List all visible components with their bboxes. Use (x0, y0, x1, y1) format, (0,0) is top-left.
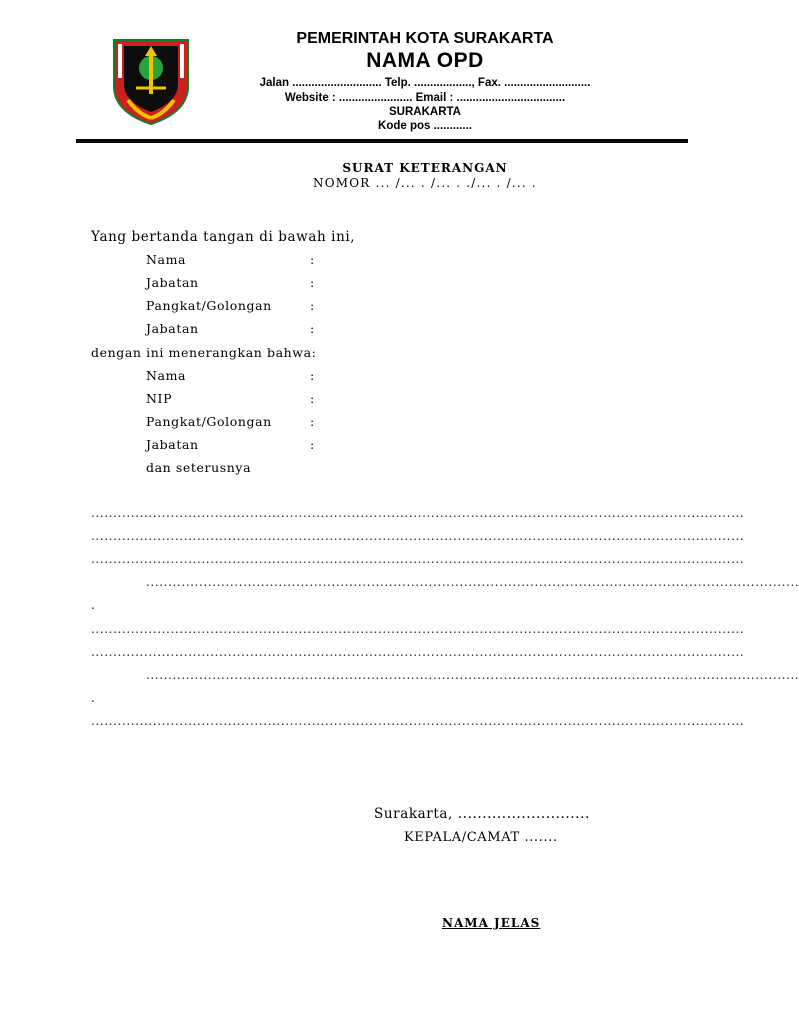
address-line: Jalan ............................ Telp. .................., Fax. ........................... (259, 77, 591, 89)
website-email-line: Website : ....................... Email : .................................. (284, 92, 566, 104)
dotted-line: .................................................................................................................................................... (91, 506, 745, 520)
signature-place-date: Surakarta, ........................... (374, 806, 590, 822)
field-separator: : (310, 275, 315, 290)
field-separator: : (310, 391, 315, 406)
dotted-line: .................................................................................................................................................... (146, 668, 799, 682)
signatory-field-label: Pangkat/Golongan (146, 298, 272, 313)
dotted-line: .................................................................................................................................................... (91, 529, 745, 543)
field-separator: : (310, 298, 315, 313)
field-separator: : (310, 414, 315, 429)
dotted-line: .................................................................................................................................................... (91, 552, 745, 566)
signatory-intro: Yang bertanda tangan di bawah ini, (91, 229, 356, 245)
opd-name: NAMA OPD (366, 49, 484, 72)
subject-field-label: Pangkat/Golongan (146, 414, 272, 429)
subject-field-label: NIP (146, 391, 173, 406)
field-separator: : (310, 437, 315, 452)
lone-dot: . (91, 691, 95, 705)
subject-field-label: Jabatan (146, 437, 199, 452)
etc-text: dan seterusnya (146, 460, 252, 475)
subject-field-label: Nama (146, 368, 187, 383)
government-name: PEMERINTAH KOTA SURAKARTA (296, 30, 554, 47)
signature-name: NAMA JELAS (442, 916, 541, 930)
postal-code-line: Kode pos ............ (378, 120, 472, 132)
city-line: SURAKARTA (389, 106, 461, 118)
subject-intro: dengan ini menerangkan bahwa: (91, 345, 317, 360)
signatory-field-label: Jabatan (146, 275, 199, 290)
dotted-line: .................................................................................................................................................... (91, 645, 745, 659)
signatory-field-label: Nama (146, 252, 187, 267)
field-separator: : (310, 368, 315, 383)
letter-title: SURAT KETERANGAN (342, 161, 508, 175)
lone-dot: . (91, 598, 95, 612)
dotted-line: .................................................................................................................................................... (91, 622, 745, 636)
letter-number: NOMOR ... /... . /... . ./... . /... . (313, 176, 537, 190)
signatory-field-label: Jabatan (146, 321, 199, 336)
dotted-line: .................................................................................................................................................... (91, 714, 745, 728)
header-divider (76, 139, 688, 143)
surakarta-emblem-logo (112, 38, 190, 126)
field-separator: : (310, 321, 315, 336)
field-separator: : (310, 252, 315, 267)
dotted-line: .................................................................................................................................................... (146, 575, 799, 589)
signature-role: KEPALA/CAMAT ....... (404, 830, 558, 845)
